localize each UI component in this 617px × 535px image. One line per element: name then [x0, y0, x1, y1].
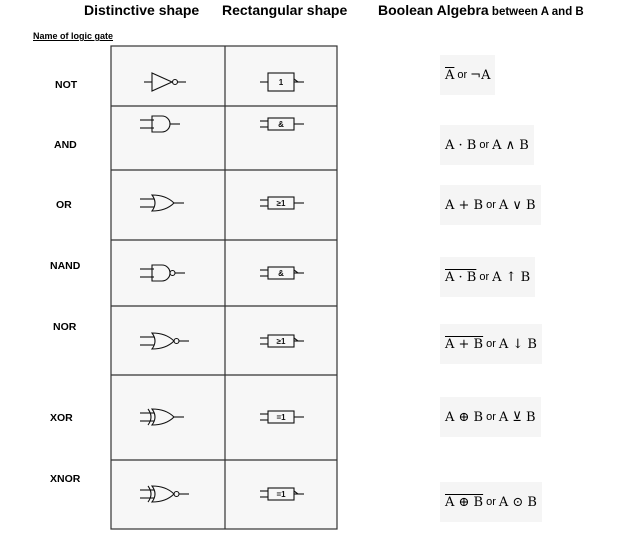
expression-or: or — [486, 496, 496, 508]
expression-right: ¬A — [470, 67, 491, 83]
rect-symbol-label: =1 — [276, 413, 286, 422]
rect-symbol-label: 1 — [278, 78, 284, 87]
header-boolean-sub: between A and B — [488, 6, 584, 18]
expression-right: A ∧ B — [492, 137, 529, 153]
header-rectangular: Rectangular shape — [222, 2, 348, 18]
expression-left: A · B — [445, 137, 477, 153]
expression-or: or — [479, 139, 490, 151]
expression-right: A ⊙ B — [498, 494, 537, 510]
expression-right: A ⊻ B — [498, 409, 536, 425]
rect-symbol-label: ≥1 — [276, 199, 286, 208]
header-distinctive: Distinctive shape — [84, 2, 200, 18]
expression-right: A ∨ B — [498, 197, 536, 213]
expression-or: or — [486, 411, 496, 423]
expression-left: A + B — [445, 197, 484, 213]
boolean-expression-xnor — [440, 482, 542, 522]
boolean-expression-nand — [440, 257, 535, 297]
header-gate-name: Name of logic gate — [33, 31, 114, 41]
rect-symbol-label: & — [278, 269, 284, 278]
expression-left: $\overline{A}$ — [445, 67, 455, 83]
rect-symbol-label: =1 — [276, 490, 286, 499]
gate-name-or: OR — [56, 199, 72, 211]
boolean-expression-nor — [440, 324, 542, 364]
rect-symbol-label: ≥1 — [276, 337, 286, 346]
boolean-expression-not — [440, 55, 495, 95]
gate-name-xor: XOR — [50, 412, 73, 424]
gate-name-and: AND — [54, 139, 77, 151]
boolean-expression-and — [440, 125, 534, 165]
expression-right: A ↑ B — [492, 269, 531, 285]
expression-left: A · B — [445, 269, 477, 285]
table-row — [111, 106, 337, 170]
gate-name-not: NOT — [55, 79, 78, 91]
header-boolean-main: Boolean Algebra — [378, 2, 489, 18]
expression-or: or — [486, 338, 496, 350]
expression-or: or — [486, 199, 496, 211]
rect-symbol-label: & — [278, 120, 284, 129]
boolean-expression-xor — [440, 397, 541, 437]
boolean-expression-or — [440, 185, 541, 225]
expression-left: A ⊕ B — [445, 409, 484, 425]
gate-name-nor: NOR — [53, 321, 77, 333]
expression-left: A ⊕ B — [445, 494, 484, 510]
table-row — [111, 46, 337, 106]
expression-left: A + B — [445, 336, 484, 352]
expression-or: or — [457, 69, 468, 81]
expression-right: A ↓ B — [498, 336, 537, 352]
table-row — [111, 170, 337, 240]
gate-name-xnor: XNOR — [50, 473, 81, 485]
expression-or: or — [479, 271, 490, 283]
gate-name-nand: NAND — [50, 260, 81, 272]
